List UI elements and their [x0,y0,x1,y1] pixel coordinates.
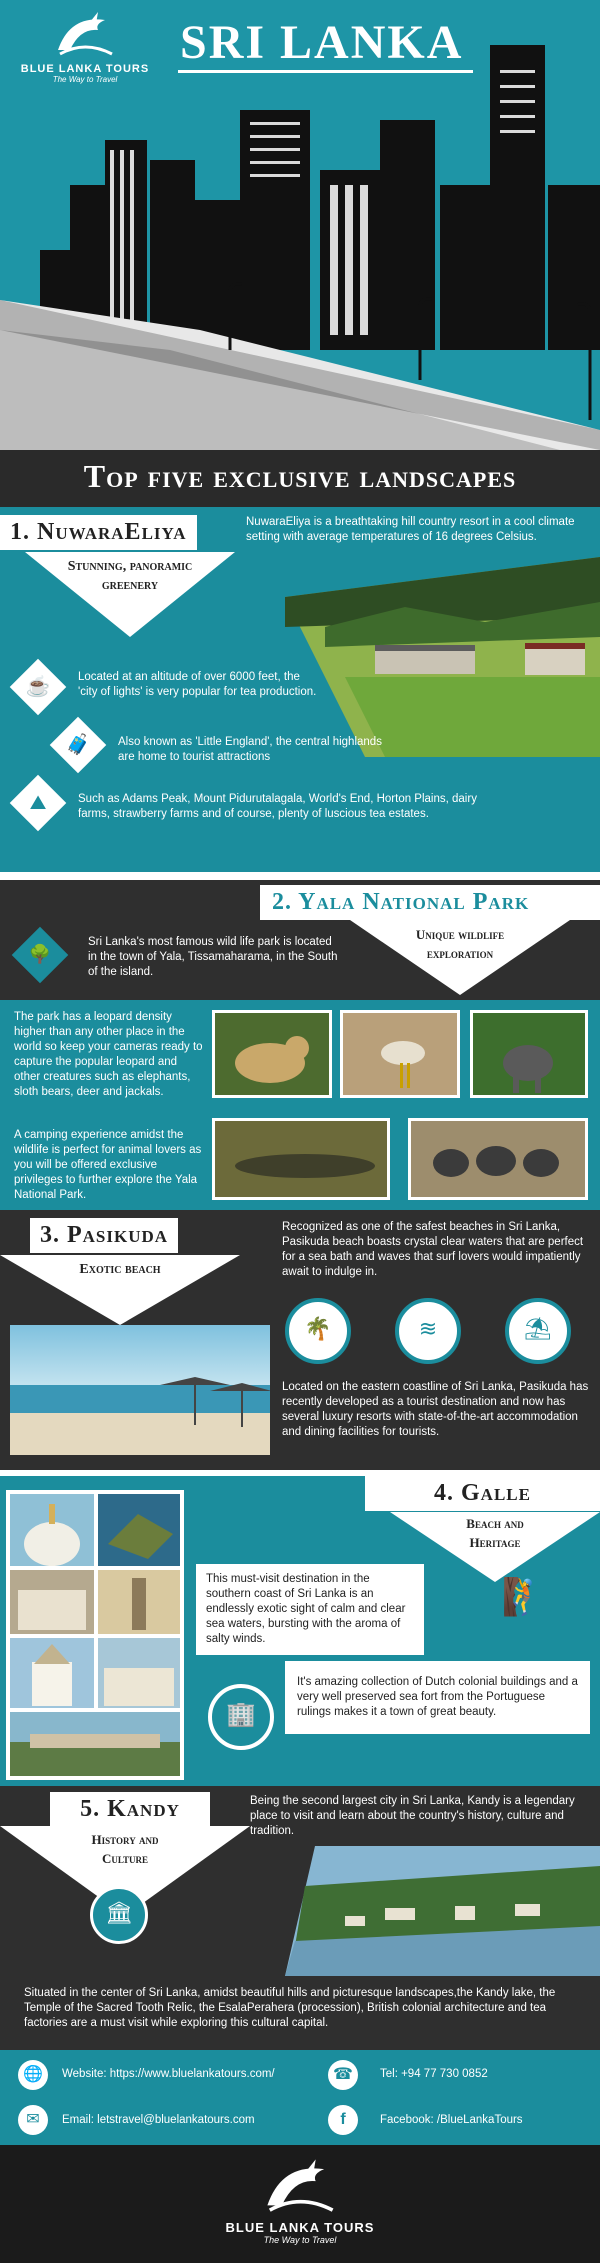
email-icon[interactable]: ✉ [18,2105,48,2135]
website-link[interactable]: Website: https://www.bluelankatours.com/ [62,2068,275,2080]
galle-para-1: This must-visit destination in the southern coast of Sri Lanka is an endlessly exotic sight of calm and clear sea waters, bursting with the aroma of salty winds. [196,1564,424,1655]
nuwara-landscape-photo [285,557,600,757]
nuwara-intro: NuwaraEliya is a breathtaking hill country resort in a cool climate setting with average temperatures of 16 degrees Celsius. [246,516,575,543]
facebook-link[interactable]: Facebook: /BlueLankaTours [380,2114,523,2126]
footer-dolphin-logo-icon [255,2157,345,2215]
footer-brand-name: BLUE LANKA TOURS [225,2220,375,2235]
pasikuda-heading: 3. Pasikuda [30,1218,178,1253]
crocodile-photo [212,1118,390,1200]
farm-icon: ⛰ [29,792,47,814]
yala-detail-section [0,1000,600,1210]
galle-subheading: Beach and Heritage [466,1516,524,1550]
park-icon: 🌳 [28,944,52,964]
nuwara-section [0,507,600,872]
nuwara-fact-1: Located at an altitude of over 6000 feet, the 'city of lights' is very popular for tea production. [78,671,317,698]
yala-section [0,880,600,1000]
phone-icon[interactable]: ☎ [328,2060,358,2090]
galle-heading: 4. Galle [365,1476,600,1511]
bird-photo [340,1010,460,1098]
footer-logo [200,2157,400,2245]
pasikuda-section [0,1210,600,1470]
hero-title-underline [178,70,473,73]
nuwara-subheading: Stunning, panoramic greenery [67,559,193,593]
resort-icon-glyph: 🌴 [304,1316,332,1341]
temple-dome-photo [10,1494,94,1566]
banner-section [0,450,600,507]
colonial-building-photo [10,1570,94,1634]
galle-section [0,1476,600,1786]
heritage-street-photo [98,1638,180,1708]
yala-para-1: The park has a leopard density higher than any other place in the world so keep your cameras ready to capture the popular leopard and other creatures such as elephants, sloth bears, deer and jackals. [14,1011,203,1098]
kandy-heading: 5. Kandy [50,1792,210,1827]
email-link[interactable]: Email: letstravel@bluelankatours.com [62,2114,255,2126]
pasikuda-subheading: Exotic beach [79,1262,161,1277]
traveler-icon: 🧳 [65,734,91,756]
waves-icon-glyph: ≋ [418,1316,438,1341]
galle-panorama-photo [10,1712,180,1776]
fort-aerial-photo [98,1494,180,1566]
yala-intro: Sri Lanka's most famous wild life park is located in the town of Yala, Tissamaharama, in the South of the island. [88,936,338,978]
kandy-intro: Being the second largest city in Sri Lanka, Kandy is a legendary place to visit and learn about the country's history, culture and tradition. [250,1795,575,1837]
tel-link[interactable]: Tel: +94 77 730 0852 [380,2068,488,2080]
beach-photo [10,1325,270,1455]
kandy-lake-photo [285,1846,600,1976]
yala-para-2: A camping experience amidst the wildlife is perfect for animal lovers as you will be offered exclusive privileges to further explore the Yala National Park. [14,1129,202,1201]
kandy-section [0,1786,600,2050]
buildings-icon: 🏢 [226,1701,256,1728]
kandy-subheading: History and Culture [91,1832,159,1866]
nuwara-heading: 1. NuwaraEliya [0,515,197,550]
banner-title: Top five exclusive landscapes [83,458,517,494]
pasikuda-para-2: Located on the eastern coastline of Sri Lanka, Pasikuda has recently developed as a tourist destination and now has several luxury resorts with state-of-the-art accommodation and dining facilities for tourists. [282,1381,589,1438]
beach-umbrella-icon-glyph: ⛱ [524,1316,552,1341]
brand-name: BLUE LANKA TOURS [20,63,150,75]
globe-icon[interactable]: 🌐 [18,2060,48,2090]
contact-section [0,2050,600,2145]
elephant-herd-photo [408,1118,588,1200]
yala-heading: 2. Yala National Park [272,889,530,915]
hero-section [0,0,600,450]
nuwara-fact-3: Such as Adams Peak, Mount Pidurutalagala, World's End, Horton Plains, dairy farms, strawberry farms and of course, plenty of luscious tea estates. [78,793,477,820]
brand-tagline: The Way to Travel [52,75,118,84]
footer-brand-tagline: The Way to Travel [263,2235,337,2245]
dolphin-logo-icon [50,10,120,58]
brand-logo [10,10,160,90]
elephant-photo [470,1010,588,1098]
yala-subheading: Unique wildlife exploration [415,927,505,961]
church-photo [10,1638,94,1708]
nuwara-fact-2: Also known as 'Little England', the central highlands are home to tourist attractions [118,736,382,763]
footer-section [0,2145,600,2263]
clock-tower-photo [98,1570,180,1634]
galle-para-2: It's amazing collection of Dutch colonial buildings and a very well preserved sea fort from the Portuguese rulings makes it a town of great beauty. [285,1661,590,1734]
hero-title: SRI LANKA [180,16,464,69]
divider-1 [0,872,600,880]
facebook-icon[interactable]: f [328,2105,358,2135]
kandy-para: Situated in the center of Sri Lanka, amidst beautiful hills and picturesque landscapes,the Kandy lake, the Temple of the Sacred Tooth Relic, the EsalaPerahera (procession), British colonial architecture and tea factories are a must visit while exploring this cultural capital. [24,1987,556,2029]
temple-icon: 🏛 [105,1900,133,1925]
pasikuda-para-1: Recognized as one of the safest beaches in Sri Lanka, Pasikuda beach boasts crystal clear waters that are perfect for a sea bath and waves that surf lovers would impatiently await to indulge in. [282,1221,584,1278]
hiker-icon: 🧗 [501,1576,547,1617]
tea-cup-icon: ☕ [25,676,51,698]
leopard-photo [212,1010,332,1098]
